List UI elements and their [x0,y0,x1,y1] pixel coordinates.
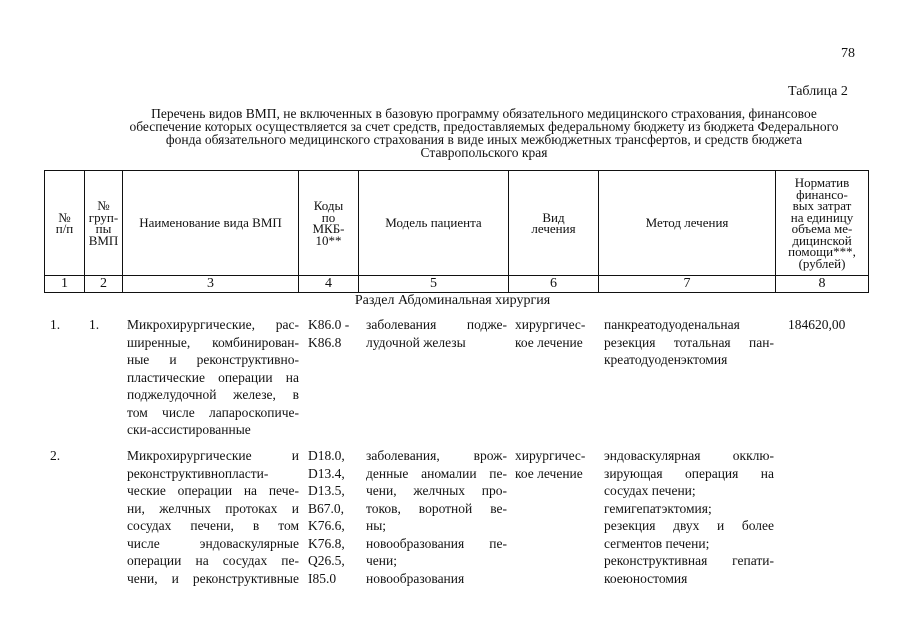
caption-line: обеспечение которых осуществляется за счет средств, предоставляемых федеральному бюджету из бюджета Федерального [129,119,839,134]
column-number: 3 [123,276,299,293]
table-header [44,170,869,293]
row-number: 2. [50,448,61,463]
header-icd-codes: Коды по МКБ- 10** [299,171,359,276]
header-cost-norm: Норматив финансо- вых затрат на единицу объема ме- дицинской помощи***, (рублей) [776,171,869,276]
icd-codes: K86.0 - K86.8 [308,317,350,350]
column-number: 7 [599,276,776,293]
vmp-name: Микрохирургические, рас- ширенные, комбинирован- ные и реконструктивно- пластические операции на поджелудочной железе, в том числе лапароскопиче- ски-ассистированные [127,317,299,437]
section-title: Раздел Абдоминальная хирургия [354,293,551,308]
treatment-method: эндоваскулярная окклю- зирующая операция на сосудах печени; гемигепатэктомия; резекция двух и более сегментов печени; реконструктивная гепати- коеюностомия [604,448,774,586]
vmp-name: Микрохирургические и реконструктивнопласти- ческие операции на пече- ни, желчных протоках и сосудах печени, в том числе эндоваскулярные операции на сосудах пе- чени, и реконструктивные [127,448,299,586]
caption-line: фонда обязательного медицинского страхования в виде иных межбюджетных трансфертов, и средств бюджета [165,132,803,147]
cost-norm: 184620,00 [788,317,846,332]
column-number: 6 [509,276,599,293]
header-vmp-name: Наименование вида ВМП [123,171,299,276]
row-group-number: 1. [89,317,100,332]
table-caption [40,107,905,159]
header-number: № п/п [45,171,85,276]
treatment-kind: хирургичес- кое лечение [515,448,586,481]
column-number: 4 [299,276,359,293]
patient-model: заболевания, врож- денные аномалии пе- чени, желчных про- токов, воротной ве- ны; новообразования пе- чени; новообразования [366,448,507,586]
header-treatment-kind: Вид лечения [509,171,599,276]
page-number: 78 [841,46,855,61]
treatment-kind: хирургичес- кое лечение [515,317,586,350]
column-number: 2 [85,276,123,293]
icd-codes: D18.0, D13.4, D13.5, B67.0, K76.6, K76.8, Q26.5, I85.0 [308,448,345,586]
caption-line: Перечень видов ВМП, не включенных в базовую программу обязательного медицинского страхования, финансовое [151,106,817,121]
caption-line: Ставропольского края [420,145,548,160]
header-patient-model: Модель пациента [359,171,509,276]
row-number: 1. [50,317,61,332]
column-number: 8 [776,276,869,293]
table-label: Таблица 2 [788,84,848,99]
header-group: № груп- пы ВМП [85,171,123,276]
treatment-method: панкреатодуоденальная резекция тотальная пан- креатодуоденэктомия [604,317,774,367]
column-number: 5 [359,276,509,293]
column-number: 1 [45,276,85,293]
patient-model: заболевания подже- лудочной железы [366,317,507,350]
header-treatment-method: Метод лечения [599,171,776,276]
